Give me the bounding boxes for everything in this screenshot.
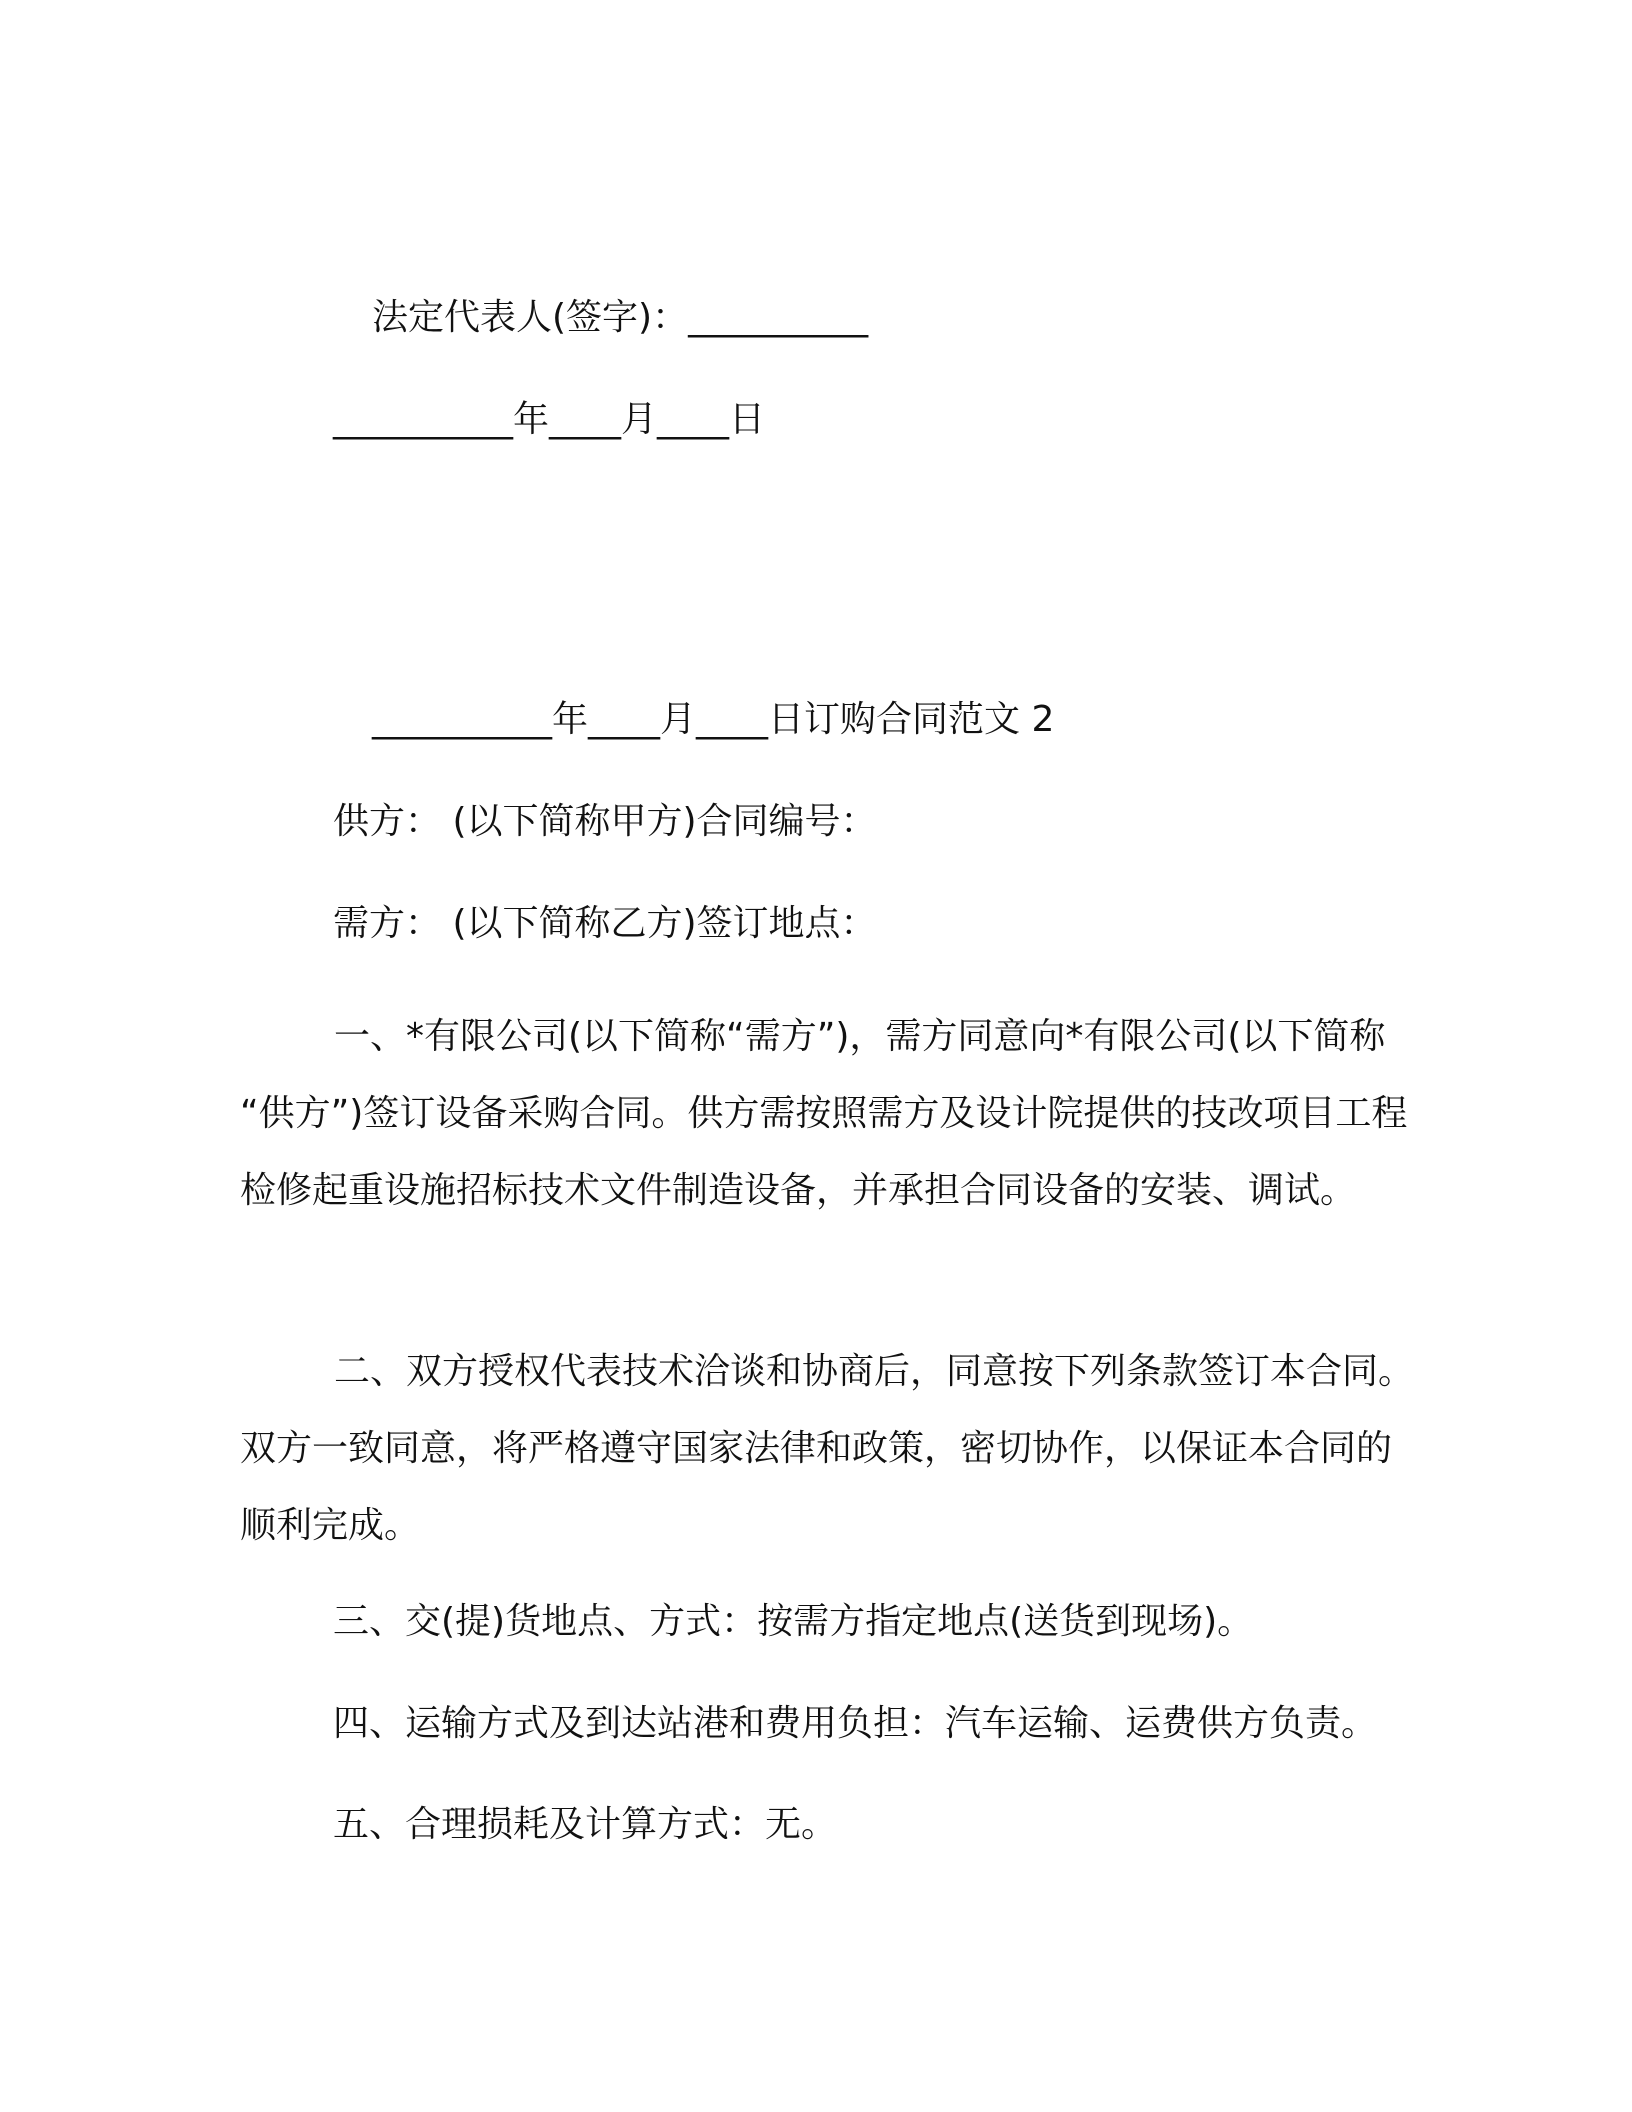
clause-4: 四、运输方式及到达站港和费用负担：汽车运输、运费供方负责。 [333,1703,1378,1744]
clause-3: 三、交(提)货地点、方式：按需方指定地点(送货到现场)。 [333,1601,1254,1642]
contract-title: __________年____月____日订购合同范文 2 [372,699,1055,740]
legal-representative-signature-line: 法定代表人(签字)：__________ [372,297,869,338]
clause-5: 五、合理损耗及计算方式：无。 [333,1804,838,1845]
signature-date-line: __________年____月____日 [333,399,765,440]
buyer-line: 需方： (以下简称乙方)签订地点： [333,903,877,944]
clause-1: 一、*有限公司(以下简称“需方”)，需方同意向*有限公司(以下简称 “供方”)签订设备采购合同。供方需按照需方及设计院提供的技改项目工程检修起重设施招标技术文件制造设备，并承担合同设备的安装、调试。 [240,1016,1408,1211]
supplier-line: 供方： (以下简称甲方)合同编号： [333,801,877,842]
clause-2: 二、双方授权代表技术洽谈和协商后，同意按下列条款签订本合同。双方一致同意，将严格遵守国家法律和政策，密切协作，以保证本合同的顺利完成。 [240,1351,1415,1546]
